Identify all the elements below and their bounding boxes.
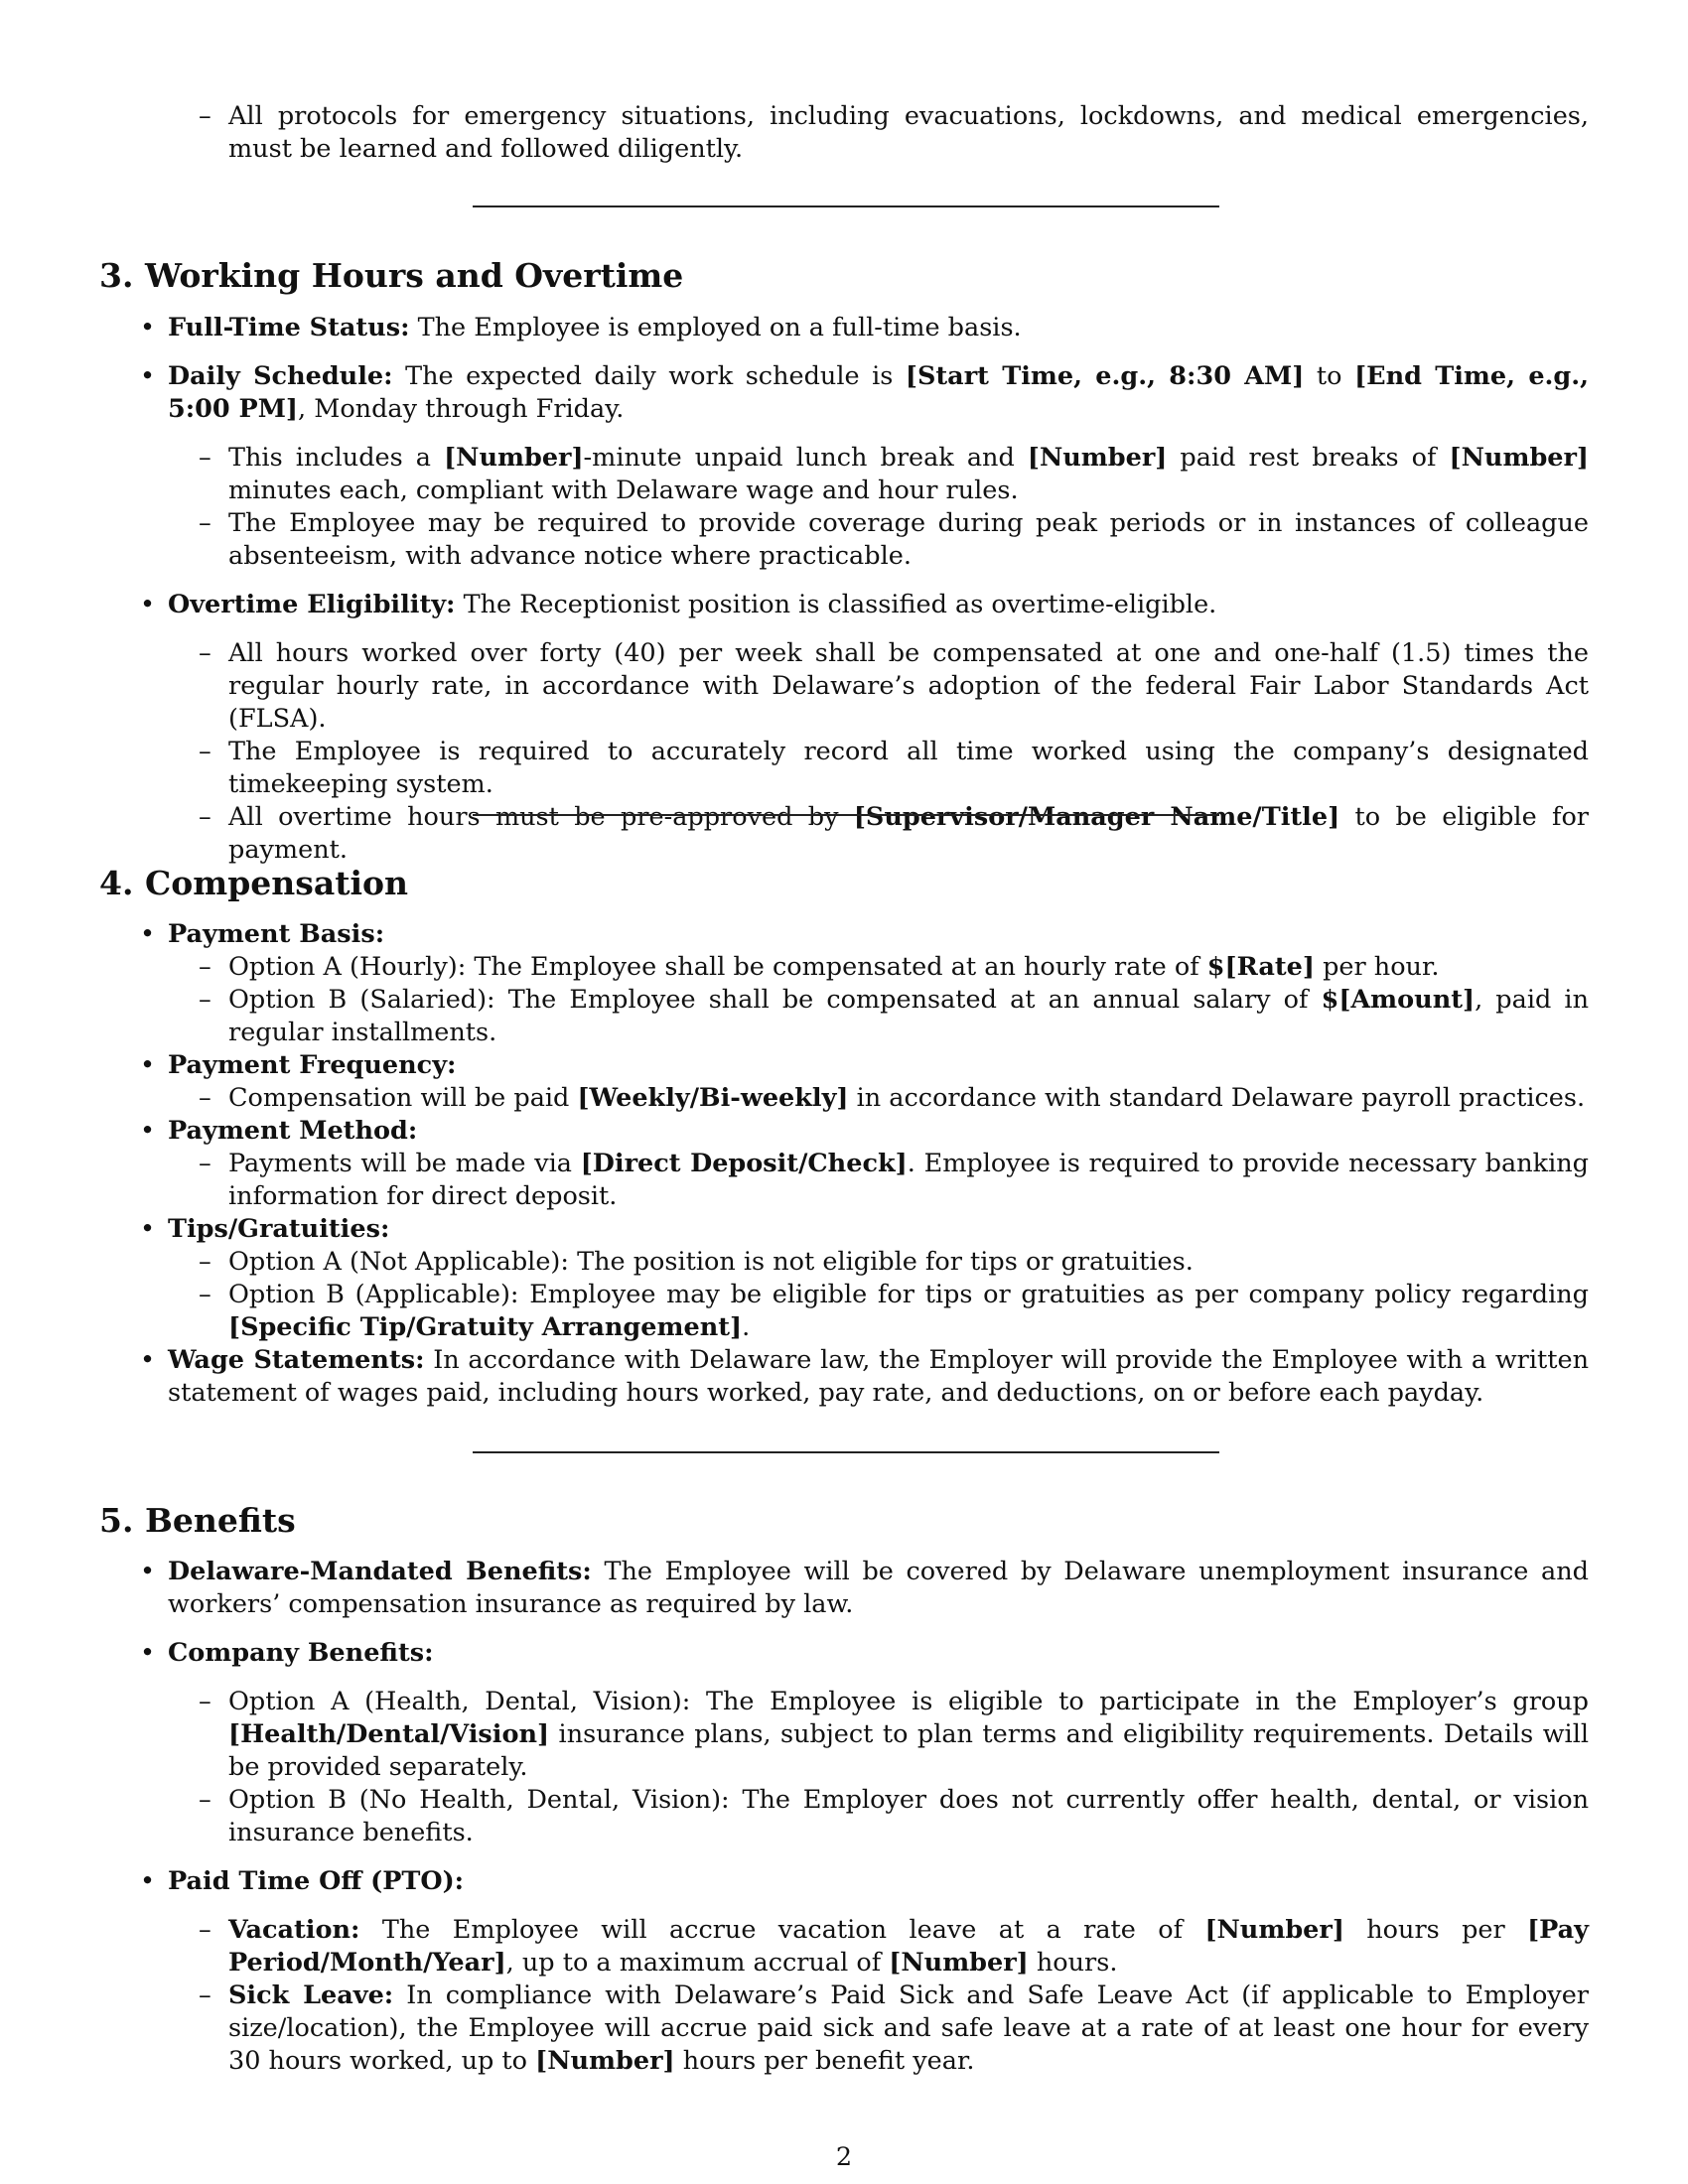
list-item: – All overtime hours must be pre-approved by [Supervisor/Manager Name/Title] to be eligible for payment. [228, 801, 1589, 867]
list-item: • Wage Statements: In accordance with Delaware law, the Employer will provide the Employee with a written statement of wages paid, including hours worked, pay rate, and deductions, on or before each payday. [168, 1344, 1657, 1410]
list-item: • Payment Basis: – Option A (Hourly): The Employee shall be compensated at an hourly rate of $[Rate] per hour. – Option B (Salaried): The Employee shall be compensated at an annual salary of $[Amount], paid in regular installments. [168, 918, 1657, 1049]
section-divider [473, 814, 1219, 816]
list-item: – Compensation will be paid [Weekly/Bi-weekly] in accordance with standard Delaware payroll practices. [228, 1082, 1589, 1115]
list-item: – The Employee may be required to provide coverage during peak periods or in instances of colleague absenteeism, with advance notice where practicable. [228, 507, 1589, 573]
intro-list [228, 100, 1589, 166]
list-item: – Option A (Hourly): The Employee shall be compensated at an hourly rate of $[Rate] per hour. [228, 951, 1589, 984]
list-item: – The Employee is required to accurately record all time worked using the company’s designated timekeeping system. [228, 736, 1589, 801]
list-item: • Company Benefits: – Option A (Health, Dental, Vision): The Employee is eligible to participate in the Employer’s group [Health/Dental/Vision] insurance plans, subject to plan terms and eligibility requirements. Details will be provided separately. – Option B (No Health, Dental, Vision): The Employer does not currently offer health, dental, or vision insurance benefits. [168, 1637, 1657, 1849]
list-item: – Option B (Applicable): Employee may be eligible for tips or gratuities as per company policy regarding [Specific Tip/Gratuity Arrangement]. [228, 1279, 1589, 1344]
list-item: • Overtime Eligibility: The Receptionist position is classified as overtime-eligible. – All hours worked over forty (40) per week shall be compensated at one and one-half (1.5) times the regular hourly rate, in accordance with Delaware’s adoption of the federal Fair Labor Standards Act (FLSA). – The Employee is required to accurately record all time worked using the company’s designated timekeeping system. – All overtime hours must be pre-approved by [Supervisor/Manager Name/Title] to be eligible for payment. [168, 589, 1657, 867]
page-number: 2 [835, 2142, 853, 2172]
list-item: • Full-Time Status: The Employee is employed on a full-time basis. [168, 312, 1657, 344]
list-item: • Tips/Gratuities: – Option A (Not Applicable): The position is not eligible for tips or gratuities. – Option B (Applicable): Employee may be eligible for tips or gratuities as per company policy regarding [Specific Tip/Gratuity Arrangement]. [168, 1213, 1657, 1344]
section-3-list [168, 312, 1657, 867]
section-4-list [168, 918, 1657, 1410]
list-item: – This includes a [Number]-minute unpaid lunch break and [Number] paid rest breaks of [Number] minutes each, compliant with Delaware wage and hour rules. [228, 442, 1589, 507]
list-item: – Option A (Health, Dental, Vision): The Employee is eligible to participate in the Employer’s group [Health/Dental/Vision] insurance plans, subject to plan terms and eligibility requirements. Details will be provided separately. [228, 1686, 1589, 1784]
list-item: – All protocols for emergency situations, including evacuations, lockdowns, and medical emergencies, must be learned and followed diligently. [228, 100, 1589, 166]
list-item: – Option B (No Health, Dental, Vision): The Employer does not currently offer health, dental, or vision insurance benefits. [228, 1784, 1589, 1849]
list-item: – Vacation: The Employee will accrue vacation leave at a rate of [Number] hours per [Pay Period/Month/Year], up to a maximum accrual of [Number] hours. [228, 1914, 1589, 1979]
section-5-list [168, 1556, 1657, 2078]
section-divider [473, 205, 1219, 207]
list-item: – All hours worked over forty (40) per week shall be compensated at one and one-half (1.5) times the regular hourly rate, in accordance with Delaware’s adoption of the federal Fair Labor Standards Act (FLSA). [228, 637, 1589, 736]
list-item: – Sick Leave: In compliance with Delaware’s Paid Sick and Safe Leave Act (if applicable to Employer size/location), the Employee will accrue paid sick and safe leave at a rate of at least one hour for every 30 hours worked, up to [Number] hours per benefit year. [228, 1979, 1589, 2078]
list-item: • Daily Schedule: The expected daily work schedule is [Start Time, e.g., 8:30 AM] to [End Time, e.g., 5:00 PM], Monday through Friday. – This includes a [Number]-minute unpaid lunch break and [Number] paid rest breaks of [Number] minutes each, compliant with Delaware wage and hour rules. – The Employee may be required to provide coverage during peak periods or in instances of colleague absenteeism, with advance notice where practicable. [168, 360, 1657, 573]
list-item: • Delaware-Mandated Benefits: The Employee will be covered by Delaware unemployment insurance and workers’ compensation insurance as required by law. [168, 1556, 1657, 1621]
list-item: – Payments will be made via [Direct Deposit/Check]. Employee is required to provide necessary banking information for direct deposit. [228, 1148, 1589, 1213]
section-3-heading: 3. Working Hours and Overtime [99, 256, 684, 295]
list-item: – Option A (Not Applicable): The position is not eligible for tips or gratuities. [228, 1246, 1589, 1279]
section-divider [473, 1451, 1219, 1453]
list-item: – Option B (Salaried): The Employee shall be compensated at an annual salary of $[Amount], paid in regular installments. [228, 984, 1589, 1049]
list-item: • Paid Time Off (PTO): – Vacation: The Employee will accrue vacation leave at a rate of [Number] hours per [Pay Period/Month/Year], up to a maximum accrual of [Number] hours. – Sick Leave: In compliance with Delaware’s Paid Sick and Safe Leave Act (if applicable to Employer size/location), the Employee will accrue paid sick and safe leave at a rate of at least one hour for every 30 hours worked, up to [Number] hours per benefit year. [168, 1865, 1657, 2078]
list-item: • Payment Frequency: – Compensation will be paid [Weekly/Bi-weekly] in accordance with standard Delaware payroll practices. [168, 1049, 1657, 1115]
list-item: • Payment Method: – Payments will be made via [Direct Deposit/Check]. Employee is required to provide necessary banking information for direct deposit. [168, 1115, 1657, 1213]
section-5-heading: 5. Benefits [99, 1501, 296, 1540]
section-4-heading: 4. Compensation [99, 864, 408, 902]
